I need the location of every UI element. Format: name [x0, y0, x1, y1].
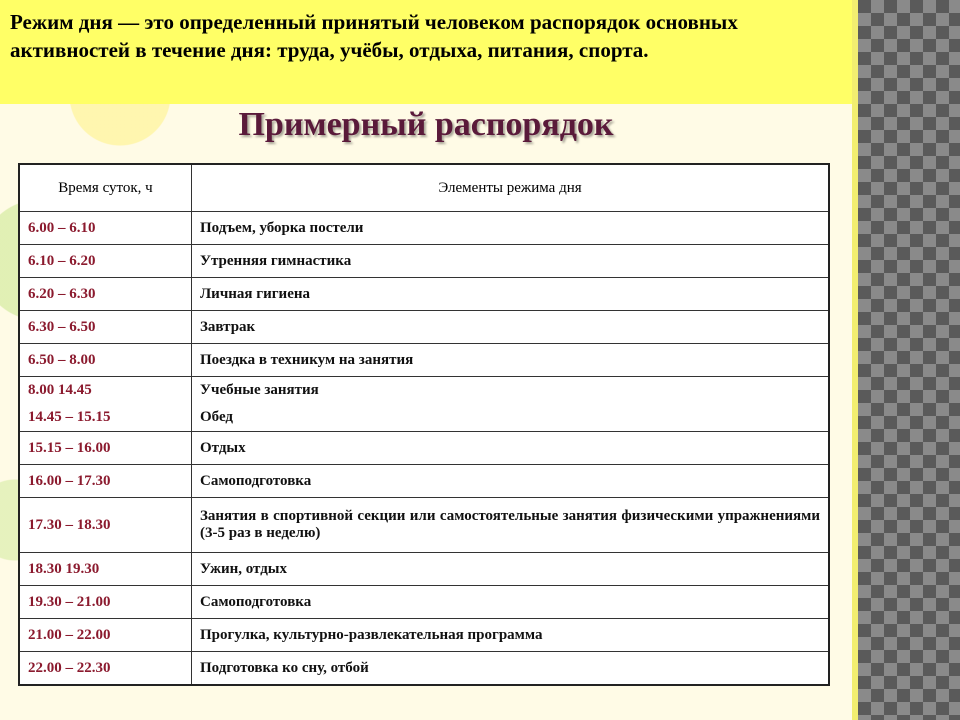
row-time: 16.00 – 17.30: [19, 465, 192, 498]
row-time: 18.30 19.30: [19, 553, 192, 586]
page-title: Примерный распорядок: [238, 106, 614, 143]
row-time: 6.10 – 6.20: [19, 245, 192, 278]
row-activity: Занятия в спортивной секции или самостоятельные занятия физическими упражнениями (3-5 раз в неделю): [192, 498, 830, 553]
row-time: 6.50 – 8.00: [19, 344, 192, 377]
row-time-double: [19, 377, 192, 432]
row-activity-double: [192, 377, 830, 432]
table-row: [19, 465, 829, 498]
header-time: Время суток, ч: [19, 164, 192, 212]
table-row: [19, 432, 829, 465]
row-activity: Отдых: [192, 432, 830, 465]
row-activity: Поездка в техникум на занятия: [192, 344, 830, 377]
row-activity: Подготовка ко сну, отбой: [192, 652, 830, 686]
table-row: [19, 619, 829, 652]
row-time: 19.30 – 21.00: [19, 586, 192, 619]
table-row: [19, 212, 829, 245]
row-activity-line-2: Обед: [200, 409, 234, 425]
row-time: 6.30 – 6.50: [19, 311, 192, 344]
table-row: [19, 344, 829, 377]
row-time: 6.20 – 6.30: [19, 278, 192, 311]
table-row: [19, 652, 829, 686]
table-row: [19, 586, 829, 619]
row-activity-line-1: Учебные занятия: [200, 382, 319, 398]
row-time: 17.30 – 18.30: [19, 498, 192, 553]
row-activity: Прогулка, культурно-развлекательная программа: [192, 619, 830, 652]
schedule-table: [18, 163, 830, 686]
header-activity: Элементы режима дня: [192, 164, 830, 212]
row-activity: Личная гигиена: [192, 278, 830, 311]
table-row: [19, 278, 829, 311]
row-activity: Завтрак: [192, 311, 830, 344]
table-row: [19, 311, 829, 344]
row-activity: Подъем, уборка постели: [192, 212, 830, 245]
row-activity: Самоподготовка: [192, 586, 830, 619]
row-activity: Утренняя гимнастика: [192, 245, 830, 278]
table-header-row: [19, 164, 829, 212]
row-activity: Ужин, отдых: [192, 553, 830, 586]
row-time: 6.00 – 6.10: [19, 212, 192, 245]
row-time-line-1: 8.00 14.45: [28, 382, 92, 398]
table-row: [19, 377, 829, 432]
row-activity: Самоподготовка: [192, 465, 830, 498]
row-time: 22.00 – 22.30: [19, 652, 192, 686]
table-row: [19, 245, 829, 278]
table-row: [19, 553, 829, 586]
decorative-side-strip: [852, 0, 960, 720]
intro-text: Режим дня — это определенный принятый человеком распорядок основных активностей в течение дня: труда, учёбы, отдыха, питания, спорта.: [0, 0, 852, 104]
row-time: 15.15 – 16.00: [19, 432, 192, 465]
row-time: 21.00 – 22.00: [19, 619, 192, 652]
table-row: [19, 498, 829, 553]
row-time-line-2: 14.45 – 15.15: [28, 409, 111, 425]
